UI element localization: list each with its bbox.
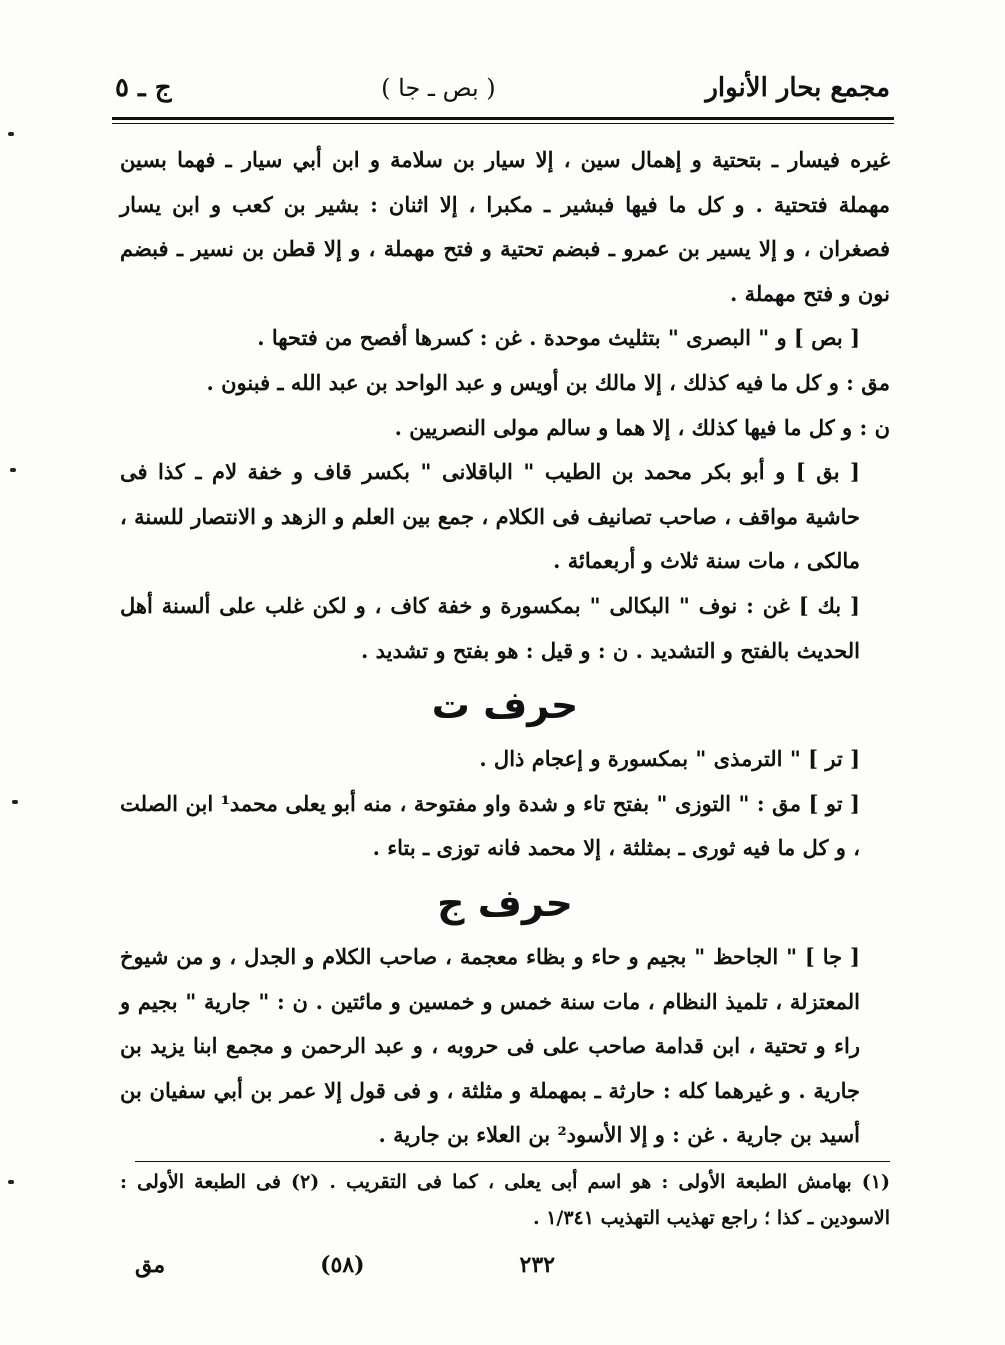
margin-speck — [8, 132, 14, 136]
footnotes — [120, 1164, 890, 1236]
paragraph: غيره فيسار ـ بتحتية و إهمال سين ، إلا سيار بن سلامة و ابن أبي سيار ـ فهما بسين مهملة فتحتية . و كل ما فيها فبشير ـ مكبرا ، إلا اثنان : بشير بن كعب و ابن يسار فصغران ، و إلا يسير بن عمرو ـ فبضم تحتية و فتح مهملة ، و إلا قطن بن نسير ـ فبضم نون و فتح مهملة . — [120, 147, 890, 306]
catchword: مق — [135, 1252, 166, 1278]
paragraph: [ تر ] " الترمذى " بمكسورة و إعجام ذال . — [479, 746, 860, 772]
page-number: ٢٣٢ — [519, 1252, 555, 1278]
volume-number: ج ـ ٥ — [115, 73, 172, 103]
book-title: مجمع بحار الأنوار — [705, 73, 890, 103]
header-rule-thin — [112, 123, 894, 124]
margin-speck — [8, 1180, 14, 1184]
page-header — [115, 66, 890, 110]
section-heading: حرف ج — [437, 880, 573, 925]
signature-number: (٥٨) — [320, 1252, 365, 1278]
entry-range: ( بص ـ جا ) — [381, 74, 496, 102]
margin-speck — [12, 800, 18, 804]
paragraph: ن : و كل ما فيها كذلك ، إلا هما و سالم مولى النصريين . — [394, 414, 890, 440]
footnote: (١) بهامش الطبعة الأولى : هو اسم أبى يعلى ، كما فى التقريب . (٢) فى الطبعة الأولى : الاسودين ـ كذا ؛ راجع تهذيب التهذيب ١/٣٤١ . — [120, 1171, 890, 1229]
main-text — [120, 138, 890, 1158]
paragraph: [ بص ] و " البصرى " بتثليث موحدة . غن : كسرها أفصح من فتحها . — [257, 325, 860, 351]
margin-speck — [10, 468, 16, 472]
paragraph: [ بق ] و أبو بكر محمد بن الطيب " الباقلانى " بكسر قاف و خفة لام ـ كذا فى حاشية مواقف ، صاحب تصانيف فى الكلام ، جمع بين العلم و الزهد و الانتصار للسنة ، مالكى ، مات سنة ثلاث و أربعمائة . — [120, 459, 860, 574]
header-rule-thick — [112, 117, 894, 120]
section-heading: حرف ت — [431, 683, 579, 728]
paragraph: [ بك ] غن : نوف " البكالى " بمكسورة و خفة كاف ، و لكن غلب على ألسنة أهل الحديث بالفتح و التشديد . ن : و قيل : هو بفتح و تشديد . — [120, 592, 860, 663]
page-footer — [135, 1248, 555, 1282]
paragraph: مق : و كل ما فيه كذلك ، إلا مالك بن أويس و عبد الواحد بن عبد الله ـ فبنون . — [206, 369, 890, 395]
paragraph: [ تو ] مق : " التوزى " بفتح تاء و شدة واو مفتوحة ، منه أبو يعلى محمد¹ ابن الصلت ، و كل ما فيه ثورى ـ بمثلثة ، إلا محمد فانه توزى ـ بتاء . — [120, 790, 860, 861]
paragraph: [ جا ] " الجاحظ " بجيم و حاء و بظاء معجمة ، صاحب الكلام و الجدل ، و من شيوخ المعتزلة ، تلميذ النظام ، مات سنة خمس و خمسين و مائتين . ن : " جارية " بجيم و راء و تحتية ، ابن قدامة صاحب على فى حروبه ، و عبد الرحمن و مجمع ابنا يزيد بن جارية . و غيرهما كله : حارثة ـ بمهملة و مثلثة ، و فى قول إلا عمر بن أبي سفيان بن أسيد بن جارية . غن : و إلا الأسود² بن العلاء بن جارية . — [120, 943, 860, 1148]
footnote-rule — [135, 1161, 890, 1162]
